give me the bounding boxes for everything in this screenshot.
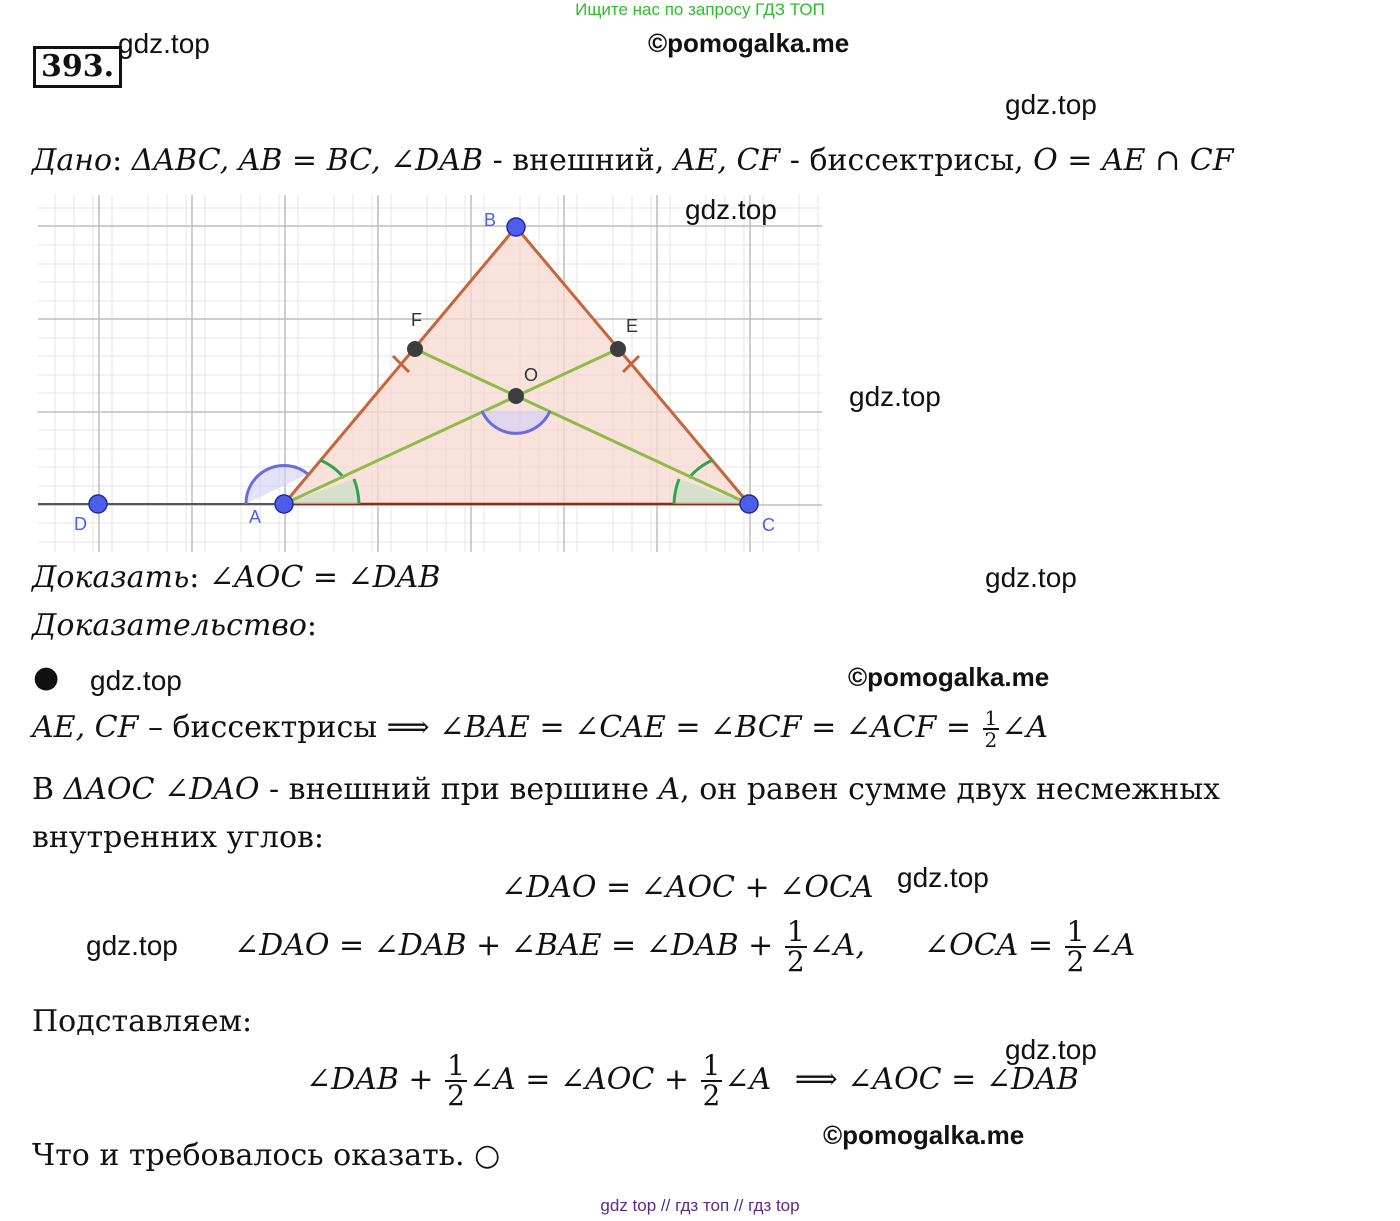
eq2-tail2: ∠A — [1088, 928, 1136, 963]
proof-line-1 — [32, 708, 1048, 750]
given-colon: : — [112, 143, 123, 178]
given-line — [32, 143, 1234, 178]
eq3-p4: ⟹ ∠AOC = ∠DAB — [794, 1062, 1079, 1097]
proof-colon: : — [306, 608, 318, 643]
bullet: ● — [33, 660, 60, 695]
point-d — [89, 495, 107, 513]
line1-math2: ∠BAE = ∠CAE = ∠BCF = ∠ACF = — [439, 710, 971, 745]
watermark-pomogalka: ©pomogalka.me — [823, 1120, 1025, 1150]
eq3-num1: 1 — [447, 1049, 465, 1082]
eq3-p3: ∠A — [724, 1062, 772, 1097]
proof-line-3: внутренних углов: — [32, 820, 325, 855]
eq2-den: 2 — [786, 945, 805, 978]
eq2-tail: ∠A, — [808, 928, 866, 963]
point-b — [507, 218, 525, 236]
line2-m1: ΔAOC ∠DAO — [63, 772, 260, 807]
eq2-fraction — [785, 915, 807, 978]
equation-2-left — [234, 915, 866, 978]
equation-2-right — [924, 915, 1136, 978]
eq3-fraction-2 — [701, 1049, 723, 1112]
given-label: Дано — [32, 143, 113, 178]
proof-heading — [32, 608, 317, 643]
watermark-gdz: gdz.top — [118, 28, 210, 59]
eq3-p2: ∠A = ∠AOC + — [468, 1062, 689, 1097]
line1-fraction — [983, 708, 1000, 750]
watermark-gdz: gdz.top — [849, 381, 941, 412]
given-math-1: ΔABC, AB = BC, ∠DAB — [131, 143, 484, 178]
equation-3 — [306, 1049, 1079, 1112]
prove-line — [32, 560, 440, 595]
point-f — [407, 341, 423, 357]
problem-number: 393. — [33, 46, 122, 88]
eq2-num: 1 — [786, 915, 805, 948]
equation-1: ∠DAO = ∠AOC + ∠OCA — [501, 870, 874, 905]
line1-num: 1 — [984, 706, 998, 730]
point-o — [508, 388, 524, 404]
watermark-gdz: gdz.top — [985, 562, 1077, 593]
line1-tail: ∠A — [1001, 710, 1049, 745]
label-b: B — [484, 210, 497, 230]
triangle-fill — [284, 227, 749, 504]
watermark-gdz: gdz.top — [897, 862, 989, 893]
conclusion: Что и требовалось оказать. ○ — [32, 1138, 501, 1173]
watermark-pomogalka: ©pomogalka.me — [848, 662, 1050, 692]
eq3-den2: 2 — [702, 1079, 721, 1112]
point-c — [740, 495, 758, 513]
watermark-gdz: gdz.top — [86, 930, 178, 961]
label-o: O — [524, 365, 539, 385]
given-math-2: AE, CF — [673, 143, 781, 178]
given-math-3: O = AE ∩ CF — [1033, 143, 1234, 178]
top-banner: Ищите нас по запросу ГДЗ ТОП — [575, 0, 825, 19]
line2-t1: В — [32, 772, 64, 807]
line1-den: 2 — [984, 728, 998, 752]
label-a: A — [249, 507, 262, 527]
label-e: E — [626, 316, 639, 336]
given-text-1: - внешний, — [483, 143, 674, 178]
eq3-p1: ∠DAB + — [306, 1062, 434, 1097]
bottom-banner: gdz top // гдз топ // гдз top — [600, 1196, 800, 1215]
watermark-gdz: gdz.top — [90, 665, 182, 696]
prove-math: ∠AOC = ∠DAB — [208, 560, 441, 595]
substitute-label: Подставляем: — [32, 1004, 253, 1039]
eq2-fraction-2 — [1065, 915, 1087, 978]
given-text-2: - биссектрисы, — [780, 143, 1034, 178]
prove-label: Доказать — [32, 560, 190, 595]
prove-colon: : — [189, 560, 200, 595]
line1-math: AE, CF — [32, 710, 139, 745]
eq3-num2: 1 — [702, 1049, 721, 1082]
line1-text: – биссектрисы ⟹ — [138, 710, 440, 745]
point-e — [610, 341, 626, 357]
proof-line-2 — [32, 772, 1220, 807]
label-d: D — [74, 514, 87, 534]
line2-t2: - внешний при вершине — [259, 772, 659, 807]
triangle-figure — [30, 190, 830, 556]
eq3-den1: 2 — [447, 1079, 465, 1112]
watermark-gdz: gdz.top — [1005, 89, 1097, 120]
eq2-left: ∠DAO = ∠DAB + ∠BAE = ∠DAB + — [234, 928, 774, 963]
watermark-pomogalka: ©pomogalka.me — [648, 28, 850, 58]
eq3-fraction-1 — [445, 1049, 467, 1112]
line2-m2: A — [658, 772, 681, 807]
label-c: C — [762, 515, 775, 535]
line2-t3: , он равен сумме двух несмежных — [680, 772, 1220, 807]
eq2-num2: 1 — [1066, 915, 1085, 948]
proof-label: Доказательство — [32, 608, 307, 643]
watermark-gdz: gdz.top — [685, 194, 777, 225]
eq2-right: ∠OCA = — [924, 928, 1054, 963]
point-a — [275, 495, 293, 513]
watermark-gdz: gdz.top — [1005, 1034, 1097, 1065]
label-f: F — [411, 310, 422, 330]
eq2-den2: 2 — [1066, 945, 1085, 978]
